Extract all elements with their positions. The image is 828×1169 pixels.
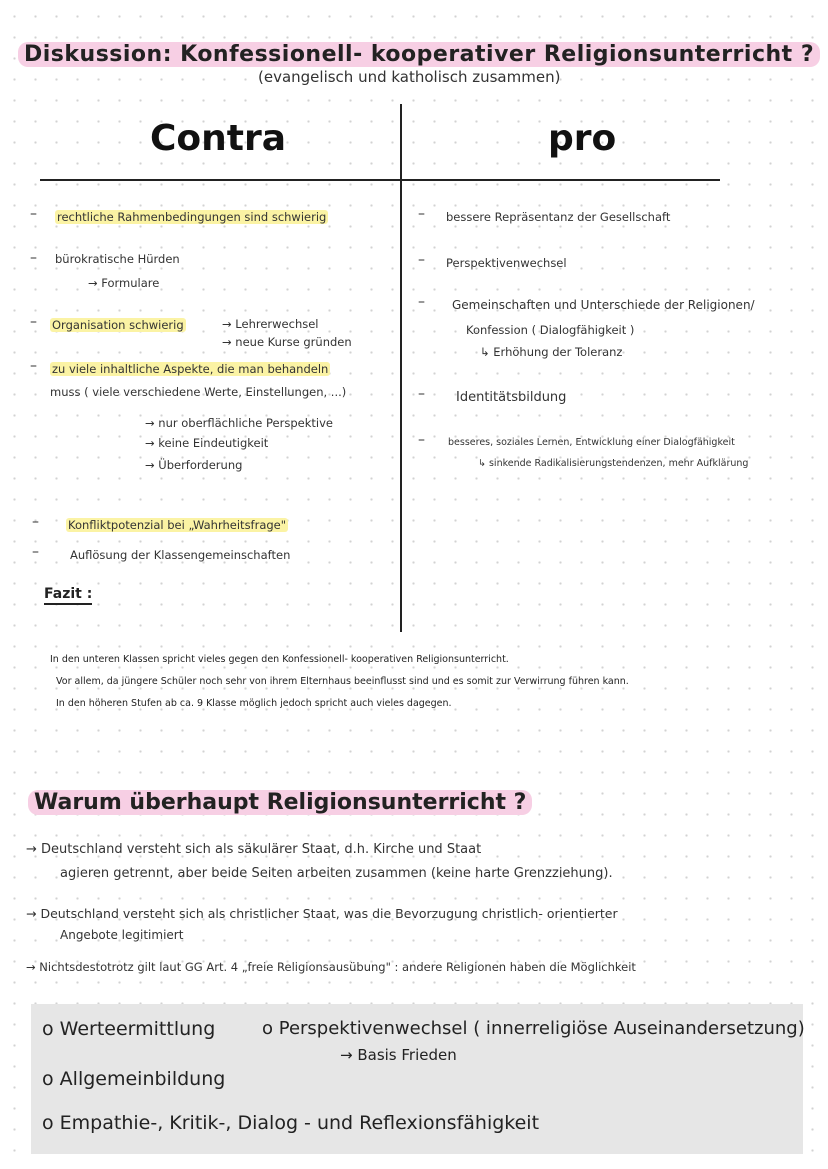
contra-subitem: → Lehrerwechsel [222, 317, 319, 331]
contra-item: zu viele inhaltliche Aspekte, die man behandeln [52, 362, 329, 376]
pro-dash: – [418, 386, 425, 402]
contra-heading: Contra [150, 118, 287, 159]
contra-subitem: → Überforderung [145, 458, 243, 472]
reason-item: → Nichtsdestotrotz gilt laut GG Art. 4 „freie Religionsausübung" : andere Religionen haben die Möglichkeit [26, 960, 636, 974]
pro-subitem: ↳ sinkende Radikalisierungstendenzen, mehr Aufklärung [478, 458, 749, 469]
pro-heading: pro [548, 118, 617, 159]
column-divider [400, 104, 402, 632]
reason-item-continued: Angebote legitimiert [60, 928, 184, 942]
contra-item: Konfliktpotenzial bei „Wahrheitsfrage" [68, 518, 287, 532]
pro-item: Perspektivenwechsel [446, 256, 567, 270]
contra-item: rechtliche Rahmenbedingungen sind schwierig [57, 210, 327, 224]
pro-dash: – [418, 252, 425, 268]
contra-dash: – [32, 544, 39, 560]
header-divider [40, 179, 720, 181]
pro-dash: – [418, 432, 425, 448]
box-item: o Empathie-, Kritik-, Dialog - und Reflexionsfähigkeit [42, 1112, 540, 1134]
fazit-line: In den höheren Stufen ab ca. 9 Klasse möglich jedoch spricht auch vieles dagegen. [56, 698, 452, 709]
contra-subitem: → nur oberflächliche Perspektive [145, 416, 333, 430]
pro-dash: – [418, 206, 425, 222]
pro-dash: – [418, 294, 425, 310]
contra-dash: – [30, 206, 37, 222]
contra-dash: – [30, 250, 37, 266]
fazit-label: Fazit : [44, 586, 92, 605]
contra-item: Organisation schwierig [52, 318, 184, 332]
page-title: Diskussion: Konfessionell- kooperativer Religionsunterricht ? [18, 42, 820, 67]
pro-item: bessere Repräsentanz der Gesellschaft [446, 210, 671, 224]
box-item: o Werteermittlung [42, 1018, 216, 1040]
contra-subitem: → Formulare [88, 276, 160, 290]
pro-subitem: ↳ Erhöhung der Toleranz [480, 345, 623, 359]
box-item: o Perspektivenwechsel ( innerreligiöse Auseinandersetzung) [262, 1018, 805, 1039]
pro-item: Identitätsbildung [456, 390, 567, 405]
reason-item-continued: agieren getrennt, aber beide Seiten arbeiten zusammen (keine harte Grenzziehung). [60, 866, 613, 881]
contra-subitem: → neue Kurse gründen [222, 335, 352, 349]
reason-item: → Deutschland versteht sich als christlicher Staat, was die Bevorzugung christlich- orientierter [26, 906, 618, 921]
page-subtitle: (evangelisch und katholisch zusammen) [258, 68, 561, 86]
fazit-line: In den unteren Klassen spricht vieles gegen den Konfessionell- kooperativen Religionsunterricht. [50, 654, 509, 665]
fazit-line: Vor allem, da jüngere Schüler noch sehr von ihrem Elternhaus beeinflusst sind und es somit zur Verwirrung führen kann. [56, 676, 629, 687]
contra-item: bürokratische Hürden [55, 252, 180, 266]
section-title: Warum überhaupt Religionsunterricht ? [28, 790, 532, 815]
pro-item: besseres, soziales Lernen, Entwicklung einer Dialogfähigkeit [448, 437, 735, 448]
contra-dash: – [30, 314, 37, 330]
contra-subitem: → keine Eindeutigkeit [145, 436, 269, 450]
contra-dash: – [30, 358, 37, 374]
contra-dash: – [32, 514, 39, 530]
contra-item: Auflösung der Klassengemeinschaften [70, 548, 291, 562]
pro-item: Konfession ( Dialogfähigkeit ) [466, 323, 635, 337]
box-item: o Allgemeinbildung [42, 1068, 226, 1090]
contra-item: muss ( viele verschiedene Werte, Einstellungen, ...) [50, 385, 347, 399]
reason-item: → Deutschland versteht sich als säkulärer Staat, d.h. Kirche und Staat [26, 842, 482, 857]
box-subitem: → Basis Frieden [340, 1046, 457, 1064]
pro-item: Gemeinschaften und Unterschiede der Religionen/ [452, 298, 755, 312]
